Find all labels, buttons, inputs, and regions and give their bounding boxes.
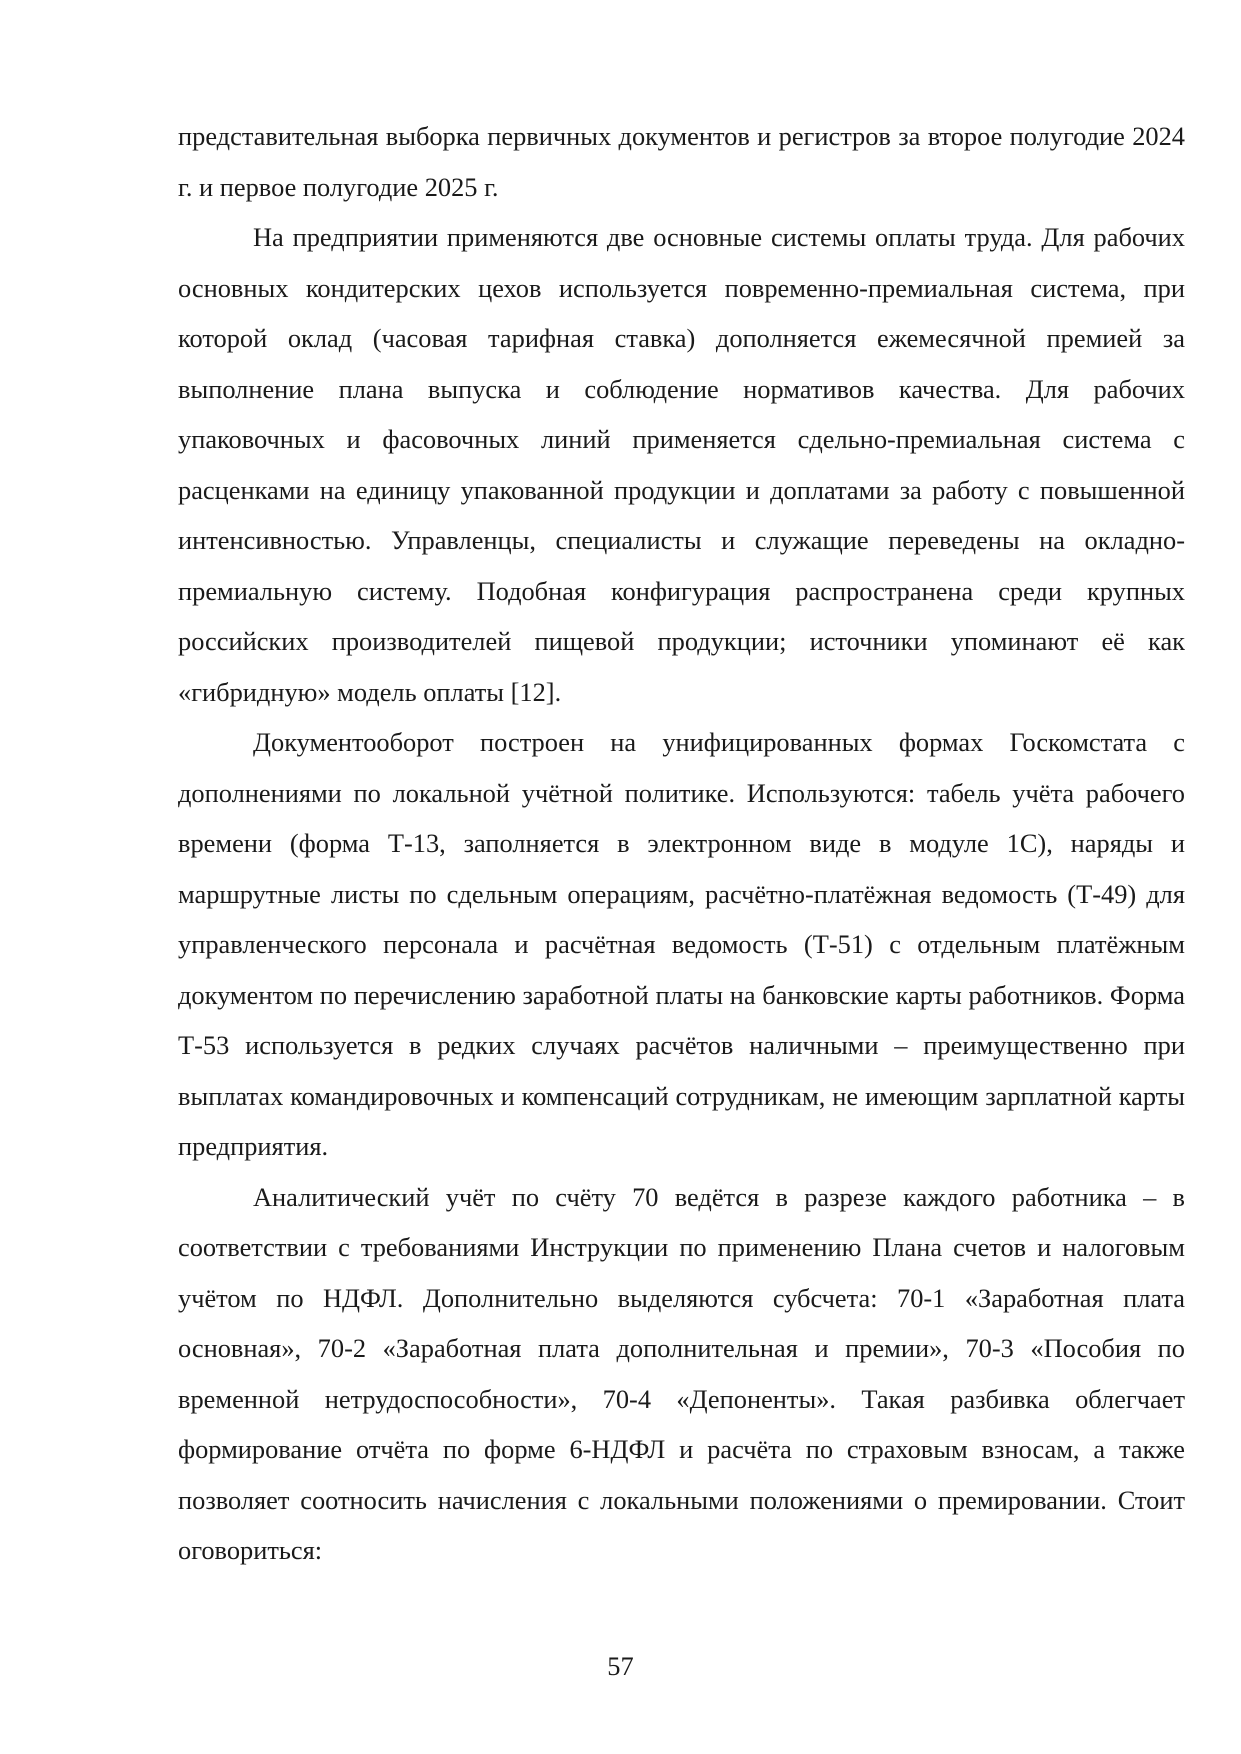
document-body: [178, 111, 1185, 1576]
paragraph-analytic-accounting: Аналитический учёт по счёту 70 ведётся в разрезе каждого работника – в соответствии с требованиями Инструкции по применению Плана счетов и налоговым учётом по НДФЛ. Дополнительно выделяются субсчета: 70-1 «Заработная плата основная», 70-2 «Заработная плата дополнительная и премии», 70-3 «Пособия по временной нетрудоспособности», 70-4 «Депоненты». Такая разбивка облегчает формирование отчёта по форме 6-НДФЛ и расчёта по страховым взносам, а также позволяет соотносить начисления с локальными положениями о премировании. Стоит оговориться:: [178, 1181, 1185, 1565]
page-number: 57: [607, 1651, 634, 1681]
paragraph-pay-systems: На предприятии применяются две основные системы оплаты труда. Для рабочих основных кондитерских цехов используется повременно-премиальная система, при которой оклад (часовая тарифная ставка) дополняется ежемесячной премией за выполнение плана выпуска и соблюдение нормативов качества. Для рабочих упаковочных и фасовочных линий применяется сдельно-премиальная система с расценками на единицу упакованной продукции и доплатами за работу с повышенной интенсивностью. Управленцы, специалисты и служащие переведены на окладно-премиальную систему. Подобная конфигурация распространена среди крупных российских производителей пищевой продукции; источники упоминают её как «гибридную» модель оплаты [12].: [178, 222, 1185, 707]
paragraph-sample-continuation: представительная выборка первичных документов и регистров за второе полугодие 2024 г. и первое полугодие 2025 г.: [178, 121, 1185, 202]
paragraph-document-flow: Документооборот построен на унифицированных формах Госкомстата с дополнениями по локальной учётной политике. Используются: табель учёта рабочего времени (форма Т-13, заполняется в электронном виде в модуле 1С), наряды и маршрутные листы по сдельным операциям, расчётно-платёжная ведомость (Т-49) для управленческого персонала и расчётная ведомость (Т-51) с отдельным платёжным документом по перечислению заработной платы на банковские карты работников. Форма Т-53 используется в редких случаях расчётов наличными – преимущественно при выплатах командировочных и компенсаций сотрудникам, не имеющим зарплатной карты предприятия.: [178, 727, 1185, 1161]
